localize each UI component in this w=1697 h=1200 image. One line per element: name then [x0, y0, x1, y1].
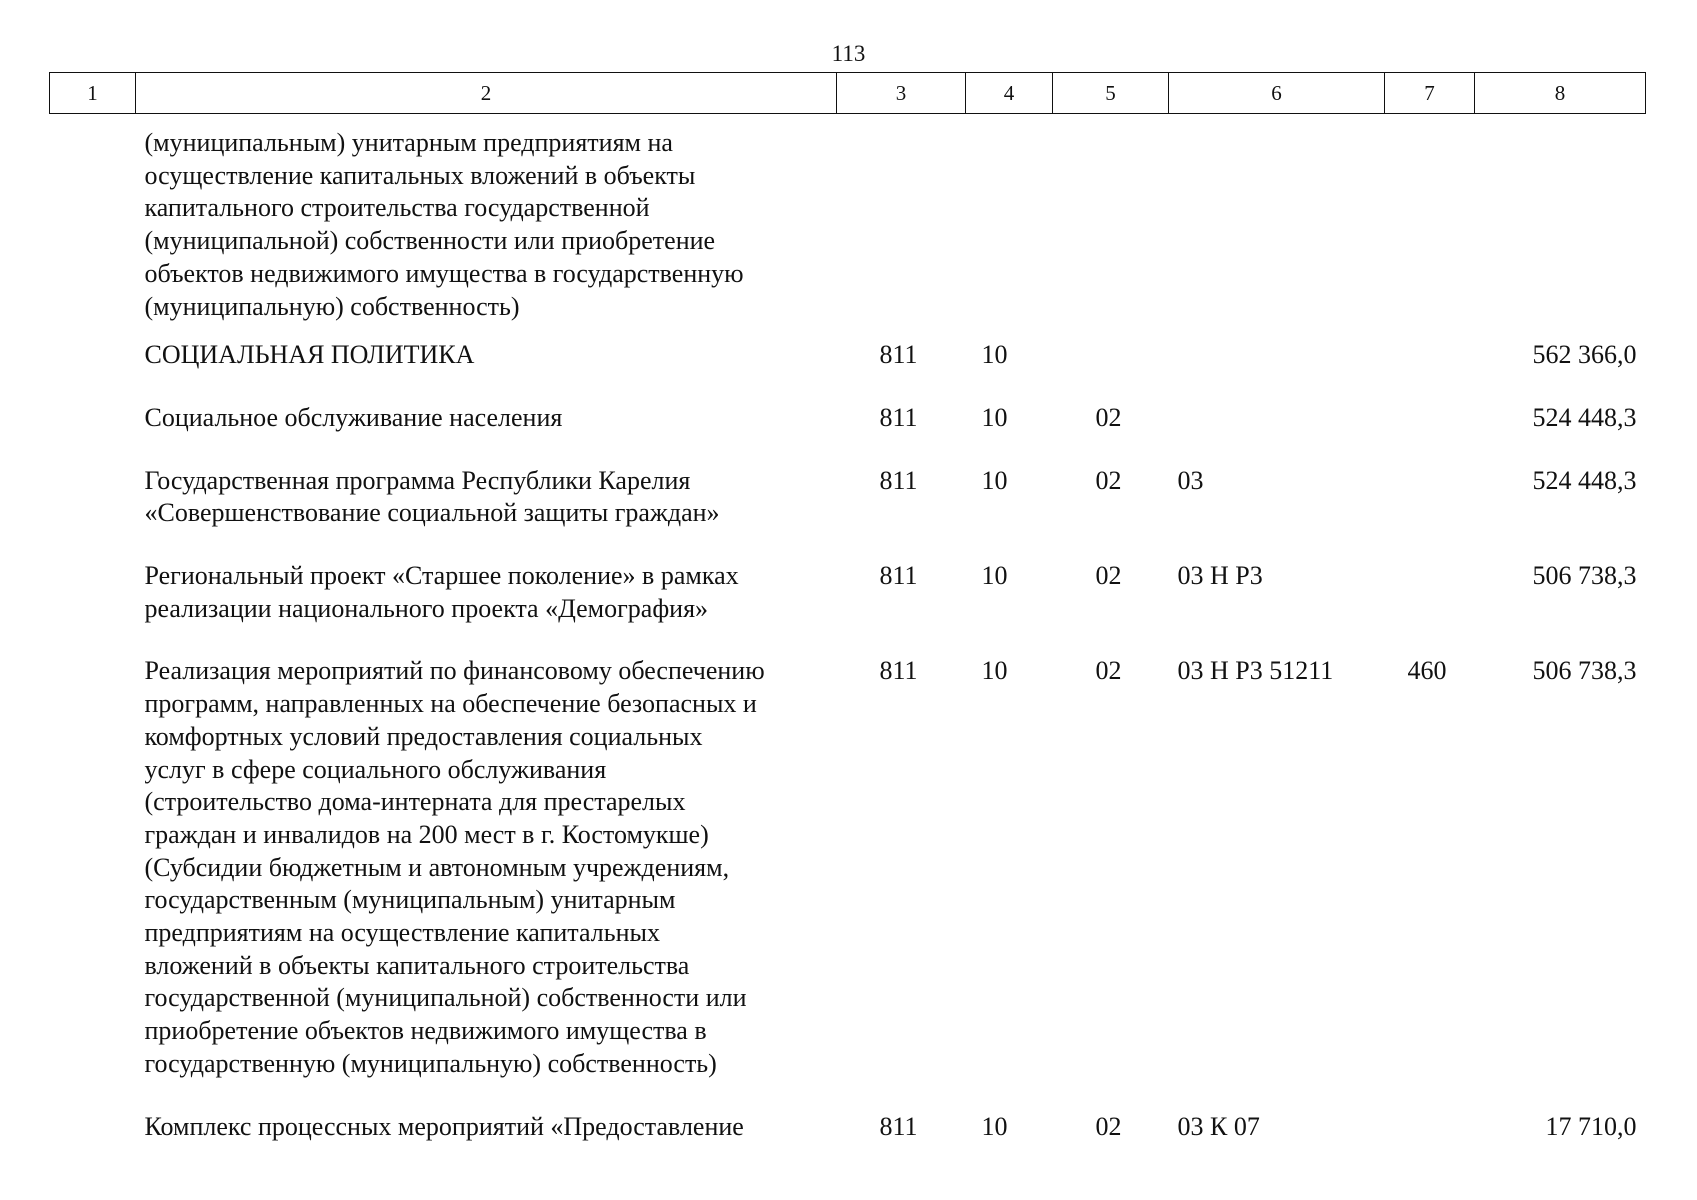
ministry-code-cell: 811: [879, 402, 918, 432]
target-article-cell: [1169, 388, 1385, 451]
row-number-cell: [50, 336, 136, 388]
description-line: Региональный проект «Старшее поколение» в рамках: [144, 561, 739, 591]
section-code-cell: [966, 114, 1053, 337]
subsection-code-cell: 02: [1095, 1111, 1122, 1141]
row-description: [136, 388, 837, 451]
target-article-cell: 03: [1177, 465, 1204, 495]
column-number-header: [50, 73, 1646, 114]
amount-cell: 524 448,3: [1532, 465, 1637, 495]
amount-cell: 506 738,3: [1532, 656, 1637, 686]
description-line: СОЦИАЛЬНАЯ ПОЛИТИКА: [144, 340, 475, 370]
description-line: предприятиям на осуществление капитальных: [144, 918, 660, 948]
row-number-cell: [50, 451, 136, 546]
row-number-cell: [50, 114, 136, 337]
page-number: 113: [831, 41, 866, 66]
description-line: государственную (муниципальную) собственность): [144, 1048, 717, 1078]
target-article-cell: [1169, 114, 1385, 337]
table-row: [50, 546, 1646, 641]
description-line: программ, направленных на обеспечение безопасных и: [144, 689, 757, 719]
expense-type-cell: [1385, 546, 1475, 641]
ministry-code-cell: 811: [879, 656, 918, 686]
description-line: осуществление капитальных вложений в объекты: [144, 160, 696, 190]
description-line: (муниципальным) унитарным предприятиям на: [144, 128, 673, 157]
table-row: [50, 336, 1646, 388]
amount-cell: 17 710,0: [1545, 1111, 1637, 1141]
column-number-6: 6: [1169, 73, 1385, 114]
description-line: государственной (муниципальной) собственности или: [144, 983, 747, 1013]
description-line: Социальное обслуживание населения: [144, 402, 563, 432]
column-number-8: 8: [1475, 73, 1646, 114]
description-line: Государственная программа Республики Карелия: [144, 465, 691, 495]
row-number-cell: [50, 641, 136, 1096]
column-number-3: 3: [837, 73, 966, 114]
table-row: [50, 388, 1646, 451]
column-number-7: 7: [1385, 73, 1475, 114]
row-description: [136, 451, 837, 546]
expense-type-cell: [1385, 336, 1475, 388]
description-line: (муниципальную) собственность): [144, 291, 520, 321]
description-line: комфортных условий предоставления социальных: [144, 721, 703, 751]
column-number-1: 1: [50, 73, 136, 114]
section-code-cell: 10: [981, 561, 1008, 591]
table-row: [50, 451, 1646, 546]
subsection-code-cell: 02: [1095, 465, 1122, 495]
expense-type-cell: [1385, 451, 1475, 546]
section-code-cell: 10: [981, 465, 1008, 495]
ministry-code-cell: 811: [879, 340, 918, 370]
description-line: капитального строительства государственной: [144, 193, 650, 223]
description-line: (муниципальной) собственности или приобретение: [144, 226, 716, 256]
section-code-cell: 10: [981, 340, 1008, 370]
column-number-2: 2: [136, 73, 837, 114]
row-description: [136, 546, 837, 641]
description-line: Реализация мероприятий по финансовому обеспечению: [144, 656, 765, 686]
subsection-code-cell: 02: [1095, 656, 1122, 686]
expense-type-cell: [1385, 1097, 1475, 1160]
row-number-cell: [50, 546, 136, 641]
target-article-cell: 03 Н Р3: [1177, 561, 1263, 591]
section-code-cell: 10: [981, 402, 1008, 432]
table-row: [50, 114, 1646, 337]
amount-cell: 506 738,3: [1532, 561, 1637, 591]
table-row: [50, 1097, 1646, 1160]
header-row: [50, 73, 1646, 114]
row-description: [136, 114, 837, 337]
description-line: объектов недвижимого имущества в государственную: [144, 258, 744, 288]
section-code-cell: 10: [981, 656, 1008, 686]
expense-type-cell: [1385, 114, 1475, 337]
description-line: Комплекс процессных мероприятий «Предоставление: [144, 1111, 744, 1141]
description-line: граждан и инвалидов на 200 мест в г. Костомукше): [144, 819, 709, 849]
column-number-5: 5: [1053, 73, 1169, 114]
budget-table: [49, 72, 1646, 1159]
description-line: приобретение объектов недвижимого имущества в: [144, 1016, 707, 1046]
subsection-code-cell: [1053, 114, 1169, 337]
table-row: [50, 641, 1646, 1096]
description-line: (Субсидии бюджетным и автономным учреждениям,: [144, 852, 730, 882]
table-body: [50, 114, 1646, 1160]
column-number-4: 4: [966, 73, 1053, 114]
target-article-cell: 03 Н Р3 51211: [1177, 656, 1334, 686]
ministry-code-cell: 811: [879, 465, 918, 495]
ministry-code-cell: 811: [879, 1111, 918, 1141]
row-number-cell: [50, 388, 136, 451]
row-description: [136, 336, 837, 388]
expense-type-cell: [1385, 388, 1475, 451]
expense-type-cell: 460: [1407, 656, 1447, 686]
ministry-code-cell: 811: [879, 561, 918, 591]
description-line: «Совершенствование социальной защиты граждан»: [144, 498, 720, 528]
subsection-code-cell: [1053, 336, 1169, 388]
ministry-code-cell: [837, 114, 966, 337]
target-article-cell: [1169, 336, 1385, 388]
amount-cell: 562 366,0: [1532, 340, 1637, 370]
row-number-cell: [50, 1097, 136, 1160]
target-article-cell: 03 К 07: [1177, 1111, 1260, 1141]
description-line: вложений в объекты капитального строительства: [144, 950, 690, 980]
section-code-cell: 10: [981, 1111, 1008, 1141]
subsection-code-cell: 02: [1095, 402, 1122, 432]
description-line: услуг в сфере социального обслуживания: [144, 754, 607, 784]
row-description: [136, 1097, 837, 1160]
description-line: государственным (муниципальным) унитарным: [144, 885, 676, 915]
description-line: (строительство дома-интерната для престарелых: [144, 787, 686, 817]
subsection-code-cell: 02: [1095, 561, 1122, 591]
amount-cell: [1475, 114, 1646, 337]
amount-cell: 524 448,3: [1532, 402, 1637, 432]
description-line: реализации национального проекта «Демография»: [144, 593, 709, 623]
row-description: [136, 641, 837, 1096]
